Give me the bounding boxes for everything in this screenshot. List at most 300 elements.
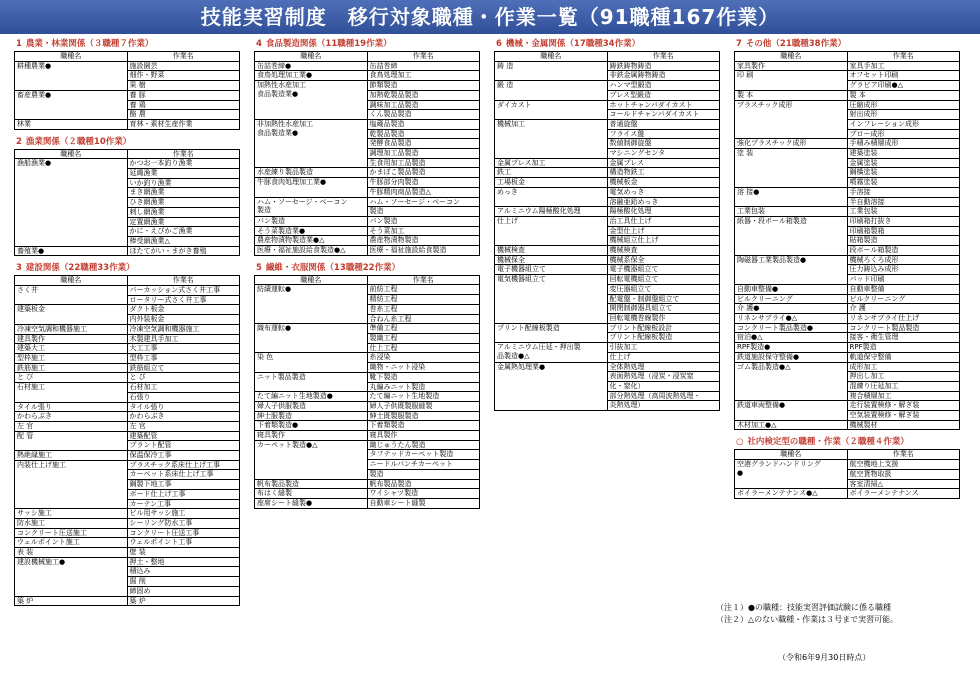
table-row	[255, 498, 480, 508]
work-name: ハム・ソーセージ・ベーコン	[369, 197, 460, 206]
work-cell	[127, 596, 240, 606]
table-row	[255, 81, 480, 120]
work-name: 織じゅうたん製造	[369, 440, 426, 449]
work-name: 機械検査	[609, 246, 638, 255]
occupation-name: かわらぶき	[17, 412, 52, 421]
occupation-name: 鉄筋施工	[17, 363, 45, 372]
section	[14, 136, 240, 257]
work-name: 炎熱処理）	[608, 400, 720, 410]
page-title: 技能実習制度 移行対象職種・作業一覧（91職種167作業）	[0, 0, 980, 34]
work-name: プラント配管	[128, 440, 240, 450]
header-occupation: 職種名	[15, 52, 128, 62]
occupation-table	[14, 51, 240, 130]
table-row	[255, 119, 480, 168]
work-name: パーカッション式さく井工事	[129, 286, 221, 295]
work-name: タフテッドカーペット製造	[368, 449, 480, 459]
work-name: コンクリート圧送工事	[129, 528, 200, 537]
work-name: 鋼製下地工事	[128, 479, 240, 489]
work-name: 養 鶏	[128, 100, 240, 110]
occupation-name: めっき	[497, 187, 518, 196]
work-name: ニードルパンチカーペット	[368, 459, 480, 469]
work-name: 巻糸工程	[368, 304, 480, 314]
occupation-cell	[255, 401, 368, 411]
table-row	[735, 304, 960, 314]
work-cell	[127, 334, 240, 344]
occupation-cell	[15, 451, 128, 461]
work-cell	[847, 61, 960, 71]
occupation-name: 建具製作	[17, 334, 45, 343]
section-title-text: 漁業関係（２職種10作業）	[25, 136, 132, 147]
work-name: 牛豚部分肉製造	[369, 178, 419, 187]
work-name: 石材加工	[129, 383, 158, 392]
occupation-cell	[15, 363, 128, 373]
occupation-cell	[255, 61, 368, 71]
occupation-name: 内装仕上げ施工	[17, 460, 66, 469]
occupation-name: 工業包装	[737, 207, 765, 216]
table-row	[15, 509, 240, 519]
work-cell	[127, 538, 240, 548]
header-occupation: 職種名	[735, 52, 848, 62]
table-row	[255, 401, 480, 411]
occupation-cell	[15, 353, 128, 363]
work-name: 合ねん糸工程	[368, 314, 480, 324]
table-row	[735, 100, 960, 139]
table-row	[735, 90, 960, 100]
work-name: ブロー成形	[848, 129, 960, 139]
header-work: 作業名	[367, 52, 480, 62]
work-name: かわらぶき	[129, 412, 165, 421]
occupation-cell	[495, 343, 608, 362]
table-row	[255, 392, 480, 402]
table-row	[15, 353, 240, 363]
work-name: シーリング防水工事	[129, 518, 193, 527]
table-row	[735, 139, 960, 149]
occupation-cell	[255, 71, 368, 81]
work-cell	[607, 362, 720, 411]
occupation-table	[734, 449, 960, 499]
occupation-name: と び	[17, 373, 34, 382]
table-row	[15, 421, 240, 431]
work-name: グラビア印刷●△	[848, 80, 960, 90]
table-row	[15, 538, 240, 548]
occupation-cell	[255, 498, 368, 508]
work-name: 構造物鉄工	[609, 168, 645, 177]
work-cell	[607, 216, 720, 245]
work-cell	[607, 265, 720, 275]
work-cell	[367, 353, 480, 372]
occupation-cell	[495, 265, 608, 275]
occupation-cell	[735, 255, 848, 284]
work-name: 婦人子供既製服縫製	[369, 401, 433, 410]
work-name: そう菜加工	[369, 226, 405, 235]
header-work: 作業名	[847, 52, 960, 62]
work-cell	[367, 324, 480, 353]
work-name: 養 豚	[129, 90, 146, 99]
table-header-row	[255, 52, 480, 62]
occupation-name: 工場板金	[497, 178, 525, 187]
table-row	[735, 284, 960, 294]
table-header-row	[15, 276, 240, 286]
work-name: かまぼこ製品製造	[369, 168, 426, 177]
header-occupation: 職種名	[255, 275, 368, 285]
occupation-cell	[15, 518, 128, 528]
work-name: カーペット系床仕上げ工事	[128, 469, 240, 479]
occupation-name: 配 管	[17, 431, 34, 440]
table-row	[735, 207, 960, 217]
work-cell	[607, 168, 720, 178]
work-name: カーテン工事	[128, 499, 240, 509]
section-number: 3	[16, 263, 22, 274]
work-name: リネンサプライ仕上げ	[849, 313, 920, 322]
work-cell	[847, 71, 960, 90]
section	[14, 38, 240, 130]
table-row	[735, 489, 960, 499]
work-name: 電気めっき	[609, 187, 645, 196]
work-name: 仕上げ	[608, 352, 720, 362]
work-cell	[367, 411, 480, 421]
work-name: 客室清掃△	[848, 479, 960, 489]
work-name: 開閉制御器具組立て	[608, 303, 720, 313]
occupation-name: 自動車整備●	[737, 284, 779, 293]
table-row	[255, 246, 480, 256]
work-cell	[127, 451, 240, 461]
table-row	[255, 216, 480, 226]
work-name: 手溶接	[849, 187, 871, 196]
table-header-row	[735, 450, 960, 460]
work-cell	[367, 226, 480, 236]
work-cell	[127, 286, 240, 305]
work-name: オフセット印刷	[849, 71, 899, 80]
work-cell	[847, 343, 960, 353]
work-name: ひき網漁業	[128, 197, 240, 207]
work-name: 刺し網漁業	[128, 207, 240, 217]
occupation-cell	[15, 402, 128, 412]
occupation-cell	[15, 528, 128, 538]
occupation-cell	[15, 61, 128, 90]
work-name: 半自動溶接	[848, 197, 960, 207]
work-name: 化・窒化）	[608, 381, 720, 391]
occupation-name: 機械加工	[497, 119, 525, 128]
occupation-cell	[735, 313, 848, 323]
occupation-name: 農産物漬物製造業●△	[257, 236, 325, 245]
work-cell	[127, 518, 240, 528]
work-name: 非鉄金属鋳物鋳造	[608, 70, 720, 80]
occupation-name: ●	[737, 468, 744, 477]
work-cell	[367, 216, 480, 226]
occupation-name: 染 色	[257, 353, 274, 362]
section	[734, 436, 960, 499]
work-cell	[847, 149, 960, 188]
work-name: 複合積層加工	[848, 391, 960, 401]
table-row	[495, 158, 720, 168]
work-cell	[367, 498, 480, 508]
work-cell	[127, 305, 240, 324]
table-row	[15, 90, 240, 119]
occupation-cell	[255, 246, 368, 256]
section	[494, 38, 720, 411]
occupation-name: パン製造	[257, 216, 285, 225]
occupation-name: 水産練り製品製造	[257, 168, 313, 177]
table-row	[255, 372, 480, 391]
occupation-cell	[735, 460, 848, 489]
table-row	[15, 373, 240, 383]
work-cell	[367, 197, 480, 216]
table-row	[735, 149, 960, 188]
section-number: 7	[736, 39, 742, 49]
table-row	[735, 187, 960, 206]
work-name: 缶詰巻締	[369, 61, 398, 70]
table-row	[495, 275, 720, 324]
work-cell	[127, 509, 240, 519]
table-row	[15, 383, 240, 402]
section-title-text: その他（21職種38作業）	[745, 39, 847, 49]
table-row	[495, 100, 720, 119]
occupation-name: 建築板金	[17, 305, 45, 314]
work-cell	[127, 460, 240, 509]
table-row	[735, 420, 960, 430]
occupation-cell	[255, 440, 368, 479]
work-name: 圧力鋳込み成形	[848, 264, 960, 274]
table-header-row	[15, 52, 240, 62]
header-work: 作業名	[607, 52, 720, 62]
work-name: 木製建具手加工	[129, 334, 179, 343]
column-2	[254, 38, 480, 515]
occupation-cell	[735, 100, 848, 139]
occupation-name: 鉄工	[497, 168, 511, 177]
work-name: 築 炉	[129, 596, 146, 605]
table-row	[15, 246, 240, 256]
table-row	[255, 61, 480, 71]
occupation-cell	[15, 412, 128, 422]
occupation-cell	[495, 362, 608, 411]
work-name: 空気装置検修・解ぎ装	[848, 410, 960, 420]
work-name: 畑作・野菜	[128, 70, 240, 80]
table-row	[255, 71, 480, 81]
work-cell	[127, 528, 240, 538]
table-row	[735, 333, 960, 343]
work-name: 混練り圧延加工	[848, 381, 960, 391]
table-row	[15, 324, 240, 334]
header-occupation: 職種名	[495, 52, 608, 62]
occupation-cell	[255, 119, 368, 168]
occupation-name: 非加熱性水産加工	[257, 119, 313, 128]
occupation-name: 鍛 造	[497, 81, 514, 90]
work-cell	[607, 61, 720, 80]
work-name: 航空機地上支援	[849, 460, 899, 469]
occupation-table	[254, 275, 480, 509]
work-name: 仕上工程	[368, 343, 480, 353]
occupation-cell	[735, 352, 848, 362]
table-row	[15, 334, 240, 344]
occupation-cell	[15, 246, 128, 256]
table-row	[495, 119, 720, 158]
work-name: RPF製造	[849, 343, 877, 352]
occupation-name: 座席シート縫製●	[257, 498, 313, 507]
work-name: 果 樹	[128, 80, 240, 90]
table-row	[255, 353, 480, 372]
occupation-name: 帆布製品製造	[257, 479, 299, 488]
occupation-cell	[495, 119, 608, 158]
occupation-cell	[735, 294, 848, 304]
work-name: 機械組立仕上げ	[608, 235, 720, 245]
occupation-cell	[255, 489, 368, 499]
table-row	[495, 216, 720, 245]
section-number: 5	[256, 262, 262, 273]
occupation-name: 建築大工	[17, 344, 45, 353]
occupation-cell	[15, 548, 128, 558]
occupation-cell	[255, 324, 368, 353]
work-name: 手積み積層成形	[849, 139, 899, 148]
work-cell	[367, 401, 480, 411]
table-row	[495, 343, 720, 362]
occupation-cell	[255, 226, 368, 236]
occupation-name: 印 刷	[737, 71, 754, 80]
work-name: 機械板金	[609, 178, 638, 187]
work-name: 自動車シート縫製	[369, 498, 426, 507]
occupation-name: 品製造●△	[497, 351, 530, 360]
occupation-cell	[495, 168, 608, 178]
work-name: 噴霧塗装	[848, 177, 960, 187]
work-cell	[847, 294, 960, 304]
occupation-cell	[255, 392, 368, 402]
work-name: 治工具仕上げ	[609, 216, 652, 225]
section-title	[734, 436, 960, 449]
work-cell	[847, 284, 960, 294]
work-cell	[607, 158, 720, 168]
work-name: 左 官	[129, 421, 146, 430]
occupation-name: 宿泊●△	[737, 333, 763, 342]
table-row	[255, 197, 480, 216]
occupation-cell	[495, 246, 608, 256]
table-row	[495, 362, 720, 411]
as-of-date: （令和6年9月30日時点）	[778, 653, 871, 662]
occupation-cell	[735, 284, 848, 294]
occupation-cell	[735, 343, 848, 353]
occupation-name: 塗 装	[737, 149, 754, 158]
work-name: 機械製材	[849, 420, 878, 429]
occupation-cell	[495, 158, 608, 168]
work-name: 発酵食品製造	[368, 138, 480, 148]
work-cell	[367, 71, 480, 81]
occupation-name: 食鳥処理加工業●	[257, 71, 313, 80]
table-row	[735, 61, 960, 71]
table-row	[15, 363, 240, 373]
section-title-text: 社内検定型の職種・作業（２職種４作業）	[747, 437, 909, 448]
work-name: 施設園芸	[129, 61, 158, 70]
occupation-name: 加熱性水産加工	[257, 81, 306, 90]
occupation-name: RPF製造●	[737, 343, 771, 352]
occupation-cell	[495, 323, 608, 342]
work-cell	[847, 313, 960, 323]
occupation-table	[14, 149, 240, 257]
work-cell	[127, 557, 240, 596]
occupation-name: コンクリート圧送施工	[17, 528, 87, 537]
section-title	[14, 262, 240, 275]
work-name: プレス型鍛造	[608, 90, 720, 100]
table-row	[15, 286, 240, 305]
occupation-name: 空港グランドハンドリング	[737, 460, 821, 469]
work-cell	[847, 420, 960, 430]
occupation-name: 下着類製造●	[257, 421, 299, 430]
work-name: かに・えびかご漁業	[128, 226, 240, 236]
work-name: 回転電機組立て	[609, 275, 659, 284]
table-row	[495, 323, 720, 342]
section-number: 1	[16, 39, 22, 49]
occupation-name: 織布運転●	[257, 324, 292, 333]
table-row	[15, 431, 240, 450]
work-cell	[367, 489, 480, 499]
table-row	[735, 352, 960, 362]
work-name: 内外装板金	[128, 314, 240, 324]
notes	[716, 602, 976, 626]
table-row	[735, 294, 960, 304]
table-row	[15, 451, 240, 461]
work-name: 鋼橋塗装	[848, 167, 960, 177]
occupation-cell	[495, 61, 608, 80]
work-cell	[847, 304, 960, 314]
occupation-name: 家具製作	[737, 61, 765, 70]
occupation-name: たて編ニット生地製造●	[257, 392, 333, 401]
work-name: 調味加工品製造	[368, 100, 480, 110]
work-cell	[847, 460, 960, 489]
work-cell	[367, 236, 480, 246]
column-1	[14, 38, 240, 612]
occupation-cell	[255, 353, 368, 372]
work-name: 部分熱処理（高周波熱処理・	[608, 391, 720, 401]
occupation-name: 養殖業●	[17, 246, 45, 255]
work-name: 押出し加工	[848, 371, 960, 381]
work-name: ダクト板金	[129, 305, 165, 314]
work-cell	[367, 168, 480, 178]
work-cell	[367, 440, 480, 479]
table-row	[15, 460, 240, 509]
table-row	[15, 61, 240, 90]
work-name: 棒受網漁業△	[128, 236, 240, 246]
occupation-cell	[255, 285, 368, 324]
work-cell	[367, 246, 480, 256]
occupation-cell	[15, 119, 128, 129]
occupation-table	[494, 51, 720, 411]
occupation-cell	[255, 178, 368, 197]
occupation-name: 防水施工	[17, 518, 45, 527]
work-cell	[607, 100, 720, 119]
occupation-cell	[255, 197, 368, 216]
column-3	[494, 38, 720, 417]
occupation-cell	[735, 71, 848, 90]
table-row	[495, 246, 720, 256]
occupation-name: プラスチック成形	[737, 100, 793, 109]
work-cell	[607, 246, 720, 256]
work-name: 冷凍空気調和機器施工	[129, 324, 200, 333]
occupation-name: アルミニウム陽極酸化処理	[497, 207, 581, 216]
work-name: 農産物漬物製造	[369, 236, 419, 245]
occupation-name: アルミニウム圧延・押出製	[497, 343, 581, 352]
work-name: たて編ニット生地製造	[369, 392, 440, 401]
work-name: タイル張り	[129, 402, 165, 411]
work-name: まき網漁業	[128, 187, 240, 197]
table-row	[735, 313, 960, 323]
work-cell	[127, 119, 240, 129]
work-name: 寝具製作	[369, 431, 398, 440]
work-name: ビルクリーニング	[849, 294, 906, 303]
work-cell	[847, 352, 960, 362]
occupation-name: 医療・福祉施設給食製造●△	[257, 246, 346, 255]
occupation-cell	[735, 90, 848, 100]
table-row	[255, 178, 480, 197]
occupation-name: コンクリート製品製造●	[737, 323, 813, 332]
table-row	[735, 216, 960, 255]
work-name: 機械系保全	[609, 255, 645, 264]
